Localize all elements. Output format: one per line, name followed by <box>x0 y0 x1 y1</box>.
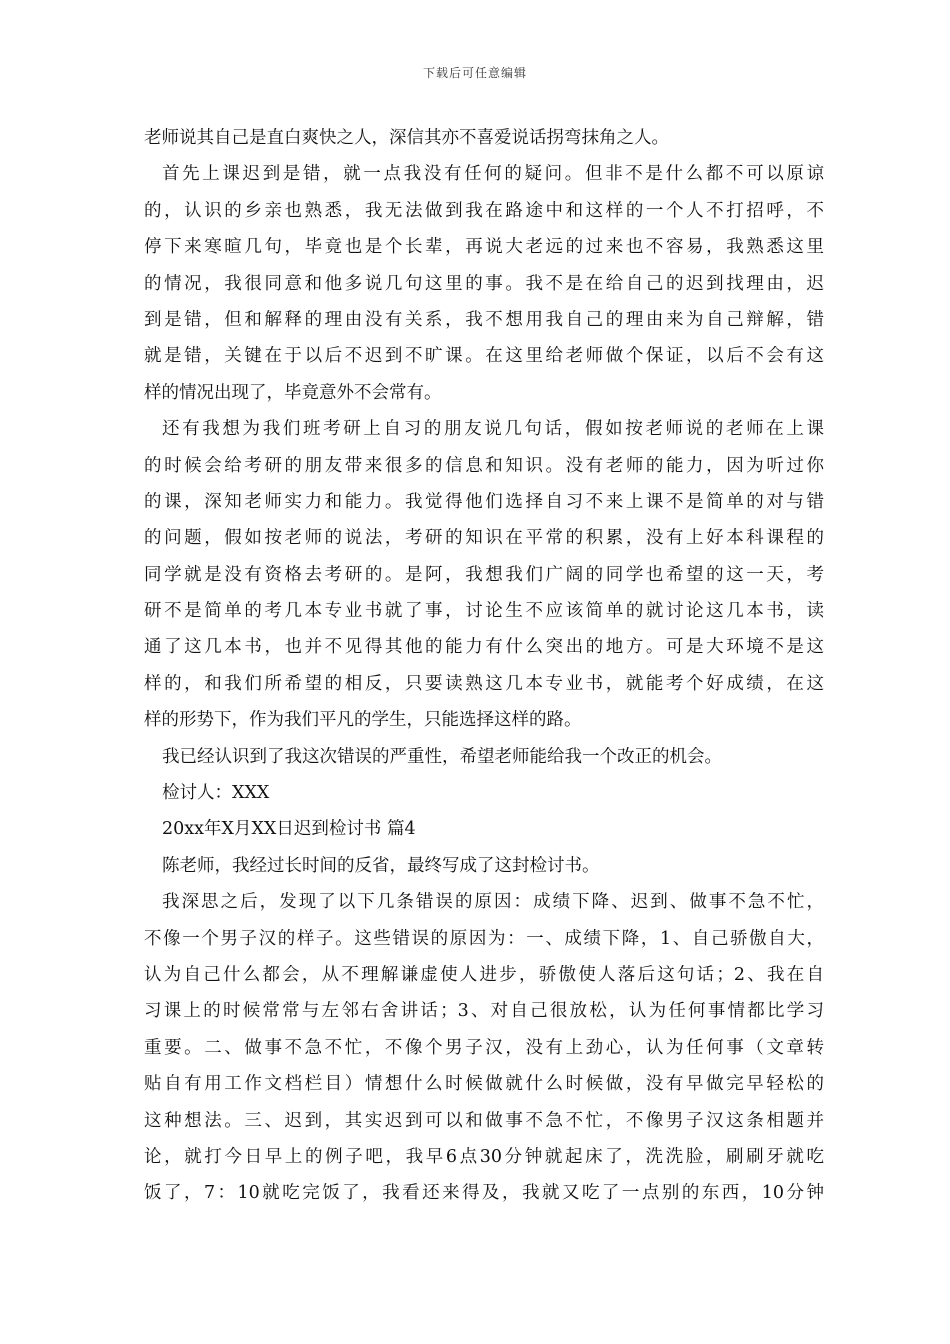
text-line: 我已经认识到了我这次错误的严重性，希望老师能给我一个改正的机会。 <box>162 746 722 767</box>
text-line: 论，就打今日早上的例子吧，我早6点30分钟就起床了，洗洗脸，刷刷牙就吃 <box>144 1146 824 1167</box>
text-line: 通了这几本书，也并不见得其他的能力有什么突出的地方。可是大环境不是这 <box>144 637 824 658</box>
text-line: 陈老师，我经过长时间的反省，最终写成了这封检讨书。 <box>162 855 600 876</box>
text-line: 贴自有用工作文档栏目）情想什么时候做就什么时候做，没有早做完早轻松的 <box>144 1074 824 1095</box>
text-line: 重要。二、做事不急不忙，不像个男子汉，没有上劲心，认为任何事（文章转 <box>144 1037 824 1058</box>
text-line: 习课上的时候常常与左邻右舍讲话；3、对自己很放松，认为任何事情都比学习 <box>144 1001 824 1022</box>
text-line: 认为自己什么都会，从不理解谦虚使人进步，骄傲使人落后这句话；2、我在自 <box>144 964 824 985</box>
text-line: 同学就是没有资格去考研的。是阿，我想我们广阔的同学也希望的这一天，考 <box>144 564 824 585</box>
text-line: 的，认识的乡亲也熟悉，我无法做到我在路途中和这样的一个人不打招呼，不 <box>144 200 824 221</box>
text-line: 就是错，关键在于以后不迟到不旷课。在这里给老师做个保证，以后不会有这 <box>144 346 824 367</box>
text-line: 的问题，假如按老师的说法，考研的知识在平常的积累，没有上好本科课程的 <box>144 528 824 549</box>
text-line: 样的情况出现了，毕竟意外不会常有。 <box>144 382 442 403</box>
text-line: 样的形势下，作为我们平凡的学生，只能选择这样的路。 <box>144 710 582 731</box>
text-line: 还有我想为我们班考研上自习的朋友说几句话，假如按老师说的老师在上课 <box>162 419 824 440</box>
text-line: 20xx年X月XX日迟到检讨书 篇4 <box>162 819 416 840</box>
text-line: 研不是简单的考几本专业书就了事，讨论生不应该简单的就讨论这几本书，读 <box>144 601 824 622</box>
text-line: 到是错，但和解释的理由没有关系，我不想用我自己的理由来为自己辩解，错 <box>144 309 824 330</box>
text-line: 的课，深知老师实力和能力。我觉得他们选择自习不来上课不是简单的对与错 <box>144 491 824 512</box>
text-line: 饭了，7：10就吃完饭了，我看还来得及，我就又吃了一点别的东西，10分钟 <box>144 1183 824 1204</box>
text-line: 检讨人：XXX <box>162 783 270 804</box>
text-line: 首先上课迟到是错，就一点我没有任何的疑问。但非不是什么都不可以原谅 <box>162 164 824 185</box>
document-body <box>144 120 824 1212</box>
text-line: 的时候会给考研的朋友带来很多的信息和知识。没有老师的能力，因为听过你 <box>144 455 824 476</box>
page-header-note: 下载后可任意编辑 <box>422 66 527 80</box>
text-line: 的情况，我很同意和他多说几句这里的事。我不是在给自己的迟到找理由，迟 <box>144 273 824 294</box>
text-line: 停下来寒暄几句，毕竟也是个长辈，再说大老远的过来也不容易，我熟悉这里 <box>144 237 824 258</box>
text-line: 不像一个男子汉的样子。这些错误的原因为：一、成绩下降，1、自己骄傲自大， <box>144 928 824 949</box>
text-line: 我深思之后，发现了以下几条错误的原因：成绩下降、迟到、做事不急不忙， <box>162 892 824 913</box>
text-line: 这种想法。三、迟到，其实迟到可以和做事不急不忙，不像男子汉这条相题并 <box>144 1110 824 1131</box>
text-line: 样的，和我们所希望的相反，只要读熟这几本专业书，就能考个好成绩，在这 <box>144 673 824 694</box>
text-line: 老师说其自己是直白爽快之人，深信其亦不喜爱说话拐弯抹角之人。 <box>144 128 669 148</box>
